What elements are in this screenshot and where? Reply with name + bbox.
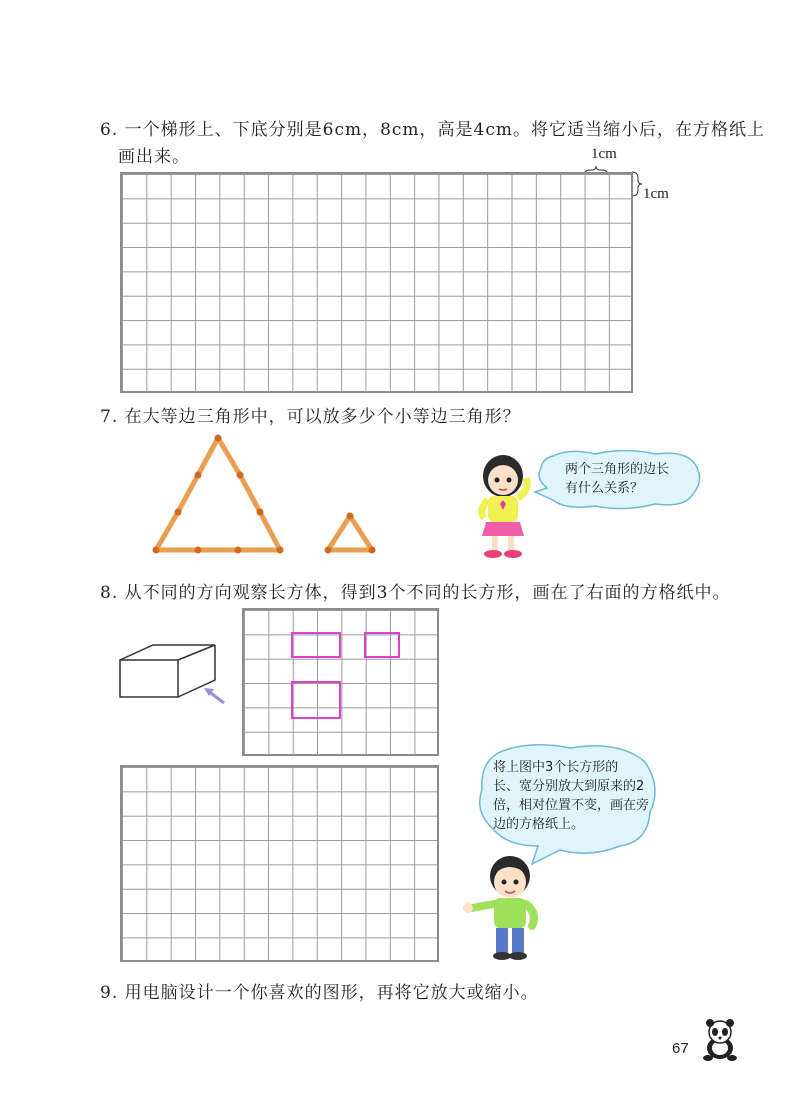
page-number: 67 (672, 1040, 689, 1057)
unit-label-horizontal: 1cm (591, 146, 617, 162)
matchstick-triangle-small (328, 516, 372, 550)
bubble-q8-text (493, 758, 649, 834)
view-rectangle-side (364, 632, 400, 658)
boy-illustration (460, 852, 550, 964)
view-rectangle-top (291, 681, 341, 719)
q8-text: 8. 从不同的方向观察长方体，得到3个不同的长方形，画在了右面的方格纸中。 (100, 583, 731, 603)
bubble-q8-line: 倍，相对位置不变，画在旁 (493, 798, 650, 813)
q6-line1: 6. 一个梯形上、下底分别是6cm，8cm，高是4cm。将它适当缩小后，在方格纸上 (100, 120, 765, 140)
matchstick-triangles (140, 430, 400, 565)
vertical-brace-icon (632, 172, 642, 196)
bubble-q7-line: 有什么关系？ (565, 481, 644, 496)
unit-label-vertical: 1cm (643, 186, 669, 202)
grid-paper-q8-answer[interactable] (120, 765, 439, 962)
bubble-q8-line: 长、宽分别放大到原来的2 (493, 779, 645, 794)
q6-line2: 画出来。 (118, 147, 190, 167)
q9-text: 9. 用电脑设计一个你喜欢的图形，再将它放大或缩小。 (100, 983, 539, 1003)
grid-paper-q6[interactable] (120, 172, 633, 393)
panda-icon (700, 1018, 742, 1062)
matchstick-triangle-large (156, 438, 280, 550)
bubble-q7-text (565, 460, 669, 498)
view-rectangle-front (291, 632, 341, 658)
bubble-q8-line: 将上图中3个长方形的 (493, 760, 619, 775)
bubble-q7-line: 两个三角形的边长 (565, 462, 670, 477)
q7-text: 7. 在大等边三角形中，可以放多少个小等边三角形？ (100, 407, 521, 427)
bubble-q8-line: 边的方格纸上。 (493, 817, 585, 832)
arrow-icon (200, 684, 230, 708)
match-heads (153, 435, 284, 554)
